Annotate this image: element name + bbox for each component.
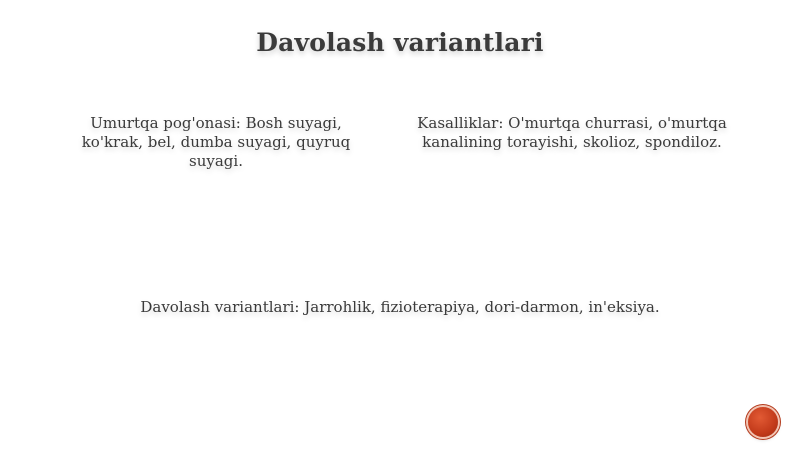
- slide-title: Davolash variantlari: [256, 28, 544, 57]
- circle-button-icon[interactable]: [748, 407, 778, 437]
- treatment-options-text: Davolash variantlari: Jarrohlik, fizioterapiya, dori-darmon, in'eksiya.: [140, 298, 660, 316]
- spine-parts-text: Umurtqa pog'onasi: Bosh suyagi, ko'krak, bel, dumba suyagi, quyruq suyagi.: [81, 114, 351, 170]
- diseases-text: Kasalliklar: O'murtqa churrasi, o'murtqa kanalining torayishi, skolioz, spondiloz.: [417, 114, 727, 151]
